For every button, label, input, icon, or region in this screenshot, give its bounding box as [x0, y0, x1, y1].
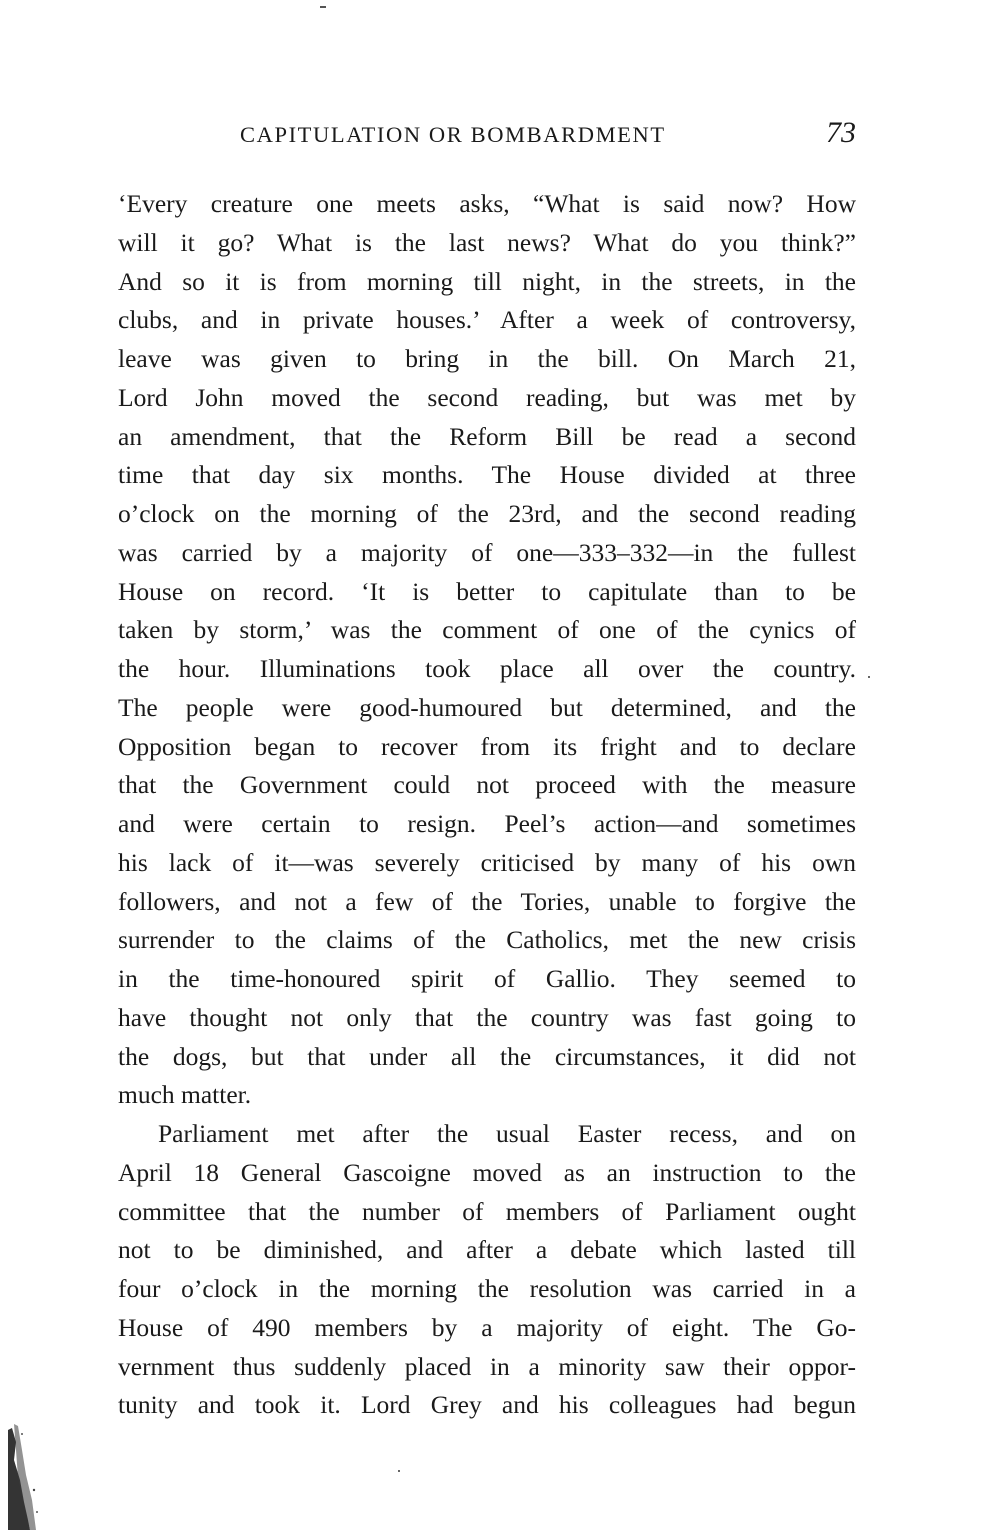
text-line: that the Government could not proceed with the measure: [118, 770, 856, 800]
text-line: ‘Every creature one meets asks, “What is said now? How: [118, 189, 856, 218]
text-line: The people were good-humoured but determined, and the: [118, 692, 856, 722]
text-line: tunity and took it. Lord Grey and his colleagues had begun: [118, 1390, 856, 1420]
text-line: committee that the number of members of Parliament ought: [118, 1196, 856, 1226]
text-line: have thought not only that the country was fast going to: [118, 1002, 856, 1032]
text-line: Lord John moved the second reading, but was met by: [118, 382, 856, 412]
paragraph-first-line: Parliament met after the usual Easter recess, and on: [158, 1119, 856, 1148]
scan-edge-artifact: [4, 1420, 44, 1530]
text-line: Opposition began to recover from its fright and to declare: [118, 731, 856, 761]
print-speck: [868, 676, 870, 678]
text-line: followers, and not a few of the Tories, unable to forgive the: [118, 886, 856, 916]
text-line: the dogs, but that under all the circumstances, it did not: [118, 1041, 856, 1071]
page-number: 73: [826, 116, 856, 149]
text-line: And so it is from morning till night, in the streets, in the: [118, 266, 856, 296]
text-line: was carried by a majority of one—333–332—in the fullest: [118, 537, 856, 567]
text-line: his lack of it—was severely criticised by many of his own: [118, 847, 856, 877]
text-line: o’clock on the morning of the 23rd, and the second reading: [118, 499, 856, 528]
print-mark: [320, 6, 326, 8]
text-line: four o’clock in the morning the resolution was carried in a: [118, 1274, 856, 1303]
text-line: vernment thus suddenly placed in a minority saw their oppor-: [118, 1351, 856, 1381]
text-line: in the time-honoured spirit of Gallio. They seemed to: [118, 964, 856, 993]
text-line: taken by storm,’ was the comment of one of the cynics of: [118, 615, 856, 645]
paragraph-last-line: much matter.: [118, 1080, 252, 1110]
text-line: will it go? What is the last news? What do you think?”: [118, 227, 856, 257]
text-line: not to be diminished, and after a debate which lasted till: [118, 1235, 856, 1265]
text-line: House of 490 members by a majority of eight. The Go-: [118, 1312, 856, 1342]
text-line: the hour. Illuminations took place all over the country.: [118, 654, 856, 683]
body-text: [118, 185, 856, 1425]
text-line: and were certain to resign. Peel’s action—and sometimes: [118, 809, 856, 838]
print-speck: [398, 1470, 400, 1472]
text-line: April 18 General Gascoigne moved as an instruction to the: [118, 1157, 856, 1187]
text-line: House on record. ‘It is better to capitulate than to be: [118, 576, 856, 606]
text-line: an amendment, that the Reform Bill be read a second: [118, 421, 856, 451]
running-title: CAPITULATION OR BOMBARDMENT: [240, 122, 666, 147]
running-head: [118, 116, 856, 156]
text-line: clubs, and in private houses.’ After a week of controversy,: [118, 305, 856, 335]
text-line: leave was given to bring in the bill. On March 21,: [118, 344, 856, 373]
text-line: time that day six months. The House divided at three: [118, 460, 856, 490]
text-line: surrender to the claims of the Catholics, met the new crisis: [118, 925, 856, 955]
